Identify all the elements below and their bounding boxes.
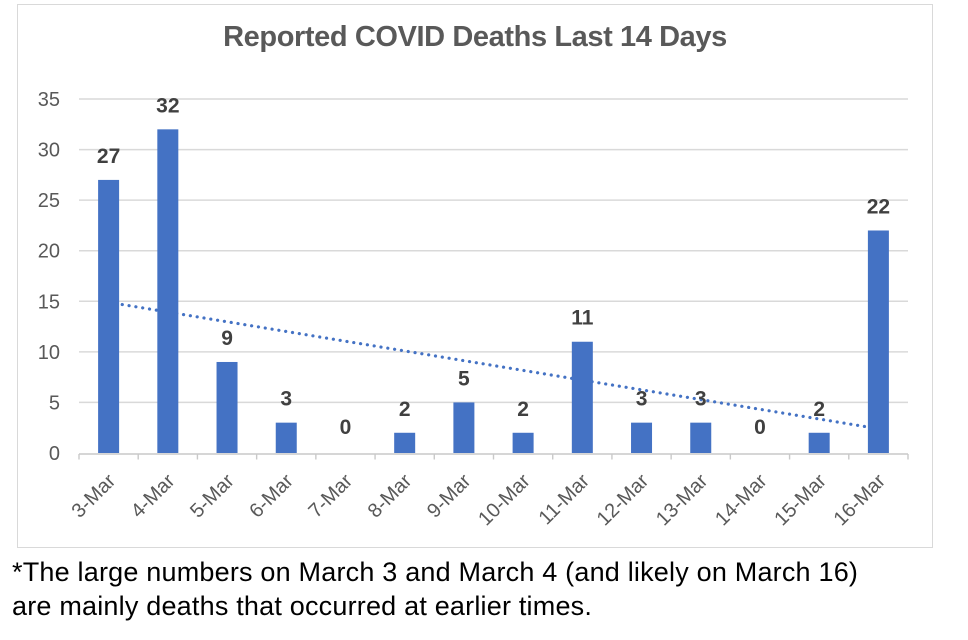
- x-tick-label-10-Mar: 10-Mar: [474, 469, 535, 531]
- y-tick-label-10: 10: [37, 341, 60, 364]
- x-tick-label-16-Mar: 16-Mar: [829, 469, 890, 531]
- y-tick-label-30: 30: [37, 139, 60, 162]
- x-tick-label-6-Mar: 6-Mar: [245, 469, 298, 523]
- x-tick-label-11-Mar: 11-Mar: [534, 469, 594, 530]
- bar-value-label-12-Mar: 3: [635, 387, 648, 411]
- y-tick-label-20: 20: [37, 240, 60, 263]
- chart-container: [17, 4, 933, 548]
- bar-10-Mar: [513, 433, 534, 453]
- y-tick-label-5: 5: [48, 392, 60, 415]
- bar-value-label-11-Mar: 11: [571, 306, 594, 330]
- y-tick-label-35: 35: [37, 89, 60, 111]
- x-tick-label-7-Mar: 7-Mar: [304, 469, 357, 523]
- bar-5-Mar: [217, 362, 238, 453]
- bar-value-label-10-Mar: 2: [517, 397, 529, 421]
- x-tick-label-5-Mar: 5-Mar: [186, 469, 239, 523]
- x-tick-label-15-Mar: 15-Mar: [770, 469, 831, 531]
- bar-value-label-3-Mar: 27: [96, 144, 121, 168]
- x-tick-label-13-Mar: 13-Mar: [651, 469, 713, 531]
- bar-value-label-6-Mar: 3: [280, 387, 293, 411]
- y-tick-label-25: 25: [37, 190, 60, 213]
- x-tick-label-4-Mar: 4-Mar: [126, 469, 180, 523]
- chart-title: Reported COVID Deaths Last 14 Days: [223, 21, 727, 53]
- bar-3-Mar: [98, 180, 119, 453]
- bar-9-Mar: [453, 402, 474, 453]
- bar-value-label-8-Mar: 2: [398, 397, 411, 421]
- footnote-line-2: are mainly deaths that occurred at earlier times.: [12, 591, 593, 621]
- bar-value-label-16-Mar: 22: [866, 195, 891, 219]
- footnote-line-1: *The large numbers on March 3 and March 4 (and likely on March 16): [12, 557, 859, 587]
- chart-footnote: [12, 555, 858, 623]
- bar-4-Mar: [157, 129, 178, 453]
- bar-6-Mar: [276, 423, 297, 453]
- bar-value-label-4-Mar: 32: [156, 94, 180, 118]
- bar-12-Mar: [631, 423, 652, 453]
- bar-15-Mar: [809, 433, 830, 453]
- bar-value-label-13-Mar: 3: [694, 387, 707, 411]
- bar-13-Mar: [690, 423, 711, 453]
- y-tick-label-0: 0: [48, 443, 60, 465]
- bar-value-label-9-Mar: 5: [458, 367, 470, 391]
- bar-value-label-5-Mar: 9: [221, 326, 233, 350]
- bar-value-label-14-Mar: 0: [754, 416, 766, 439]
- x-tick-label-12-Mar: 12-Mar: [592, 469, 654, 531]
- bar-11-Mar: [572, 342, 593, 453]
- chart-plot-area: [18, 5, 932, 547]
- bar-16-Mar: [868, 230, 889, 453]
- x-tick-label-9-Mar: 9-Mar: [422, 469, 476, 523]
- x-tick-label-3-Mar: 3-Mar: [67, 469, 121, 523]
- bar-value-label-15-Mar: 2: [813, 397, 826, 421]
- x-tick-label-14-Mar: 14-Mar: [711, 469, 772, 531]
- bar-value-label-7-Mar: 0: [339, 416, 352, 439]
- bar-8-Mar: [394, 433, 415, 453]
- y-tick-label-15: 15: [37, 291, 60, 314]
- x-tick-label-8-Mar: 8-Mar: [363, 469, 417, 523]
